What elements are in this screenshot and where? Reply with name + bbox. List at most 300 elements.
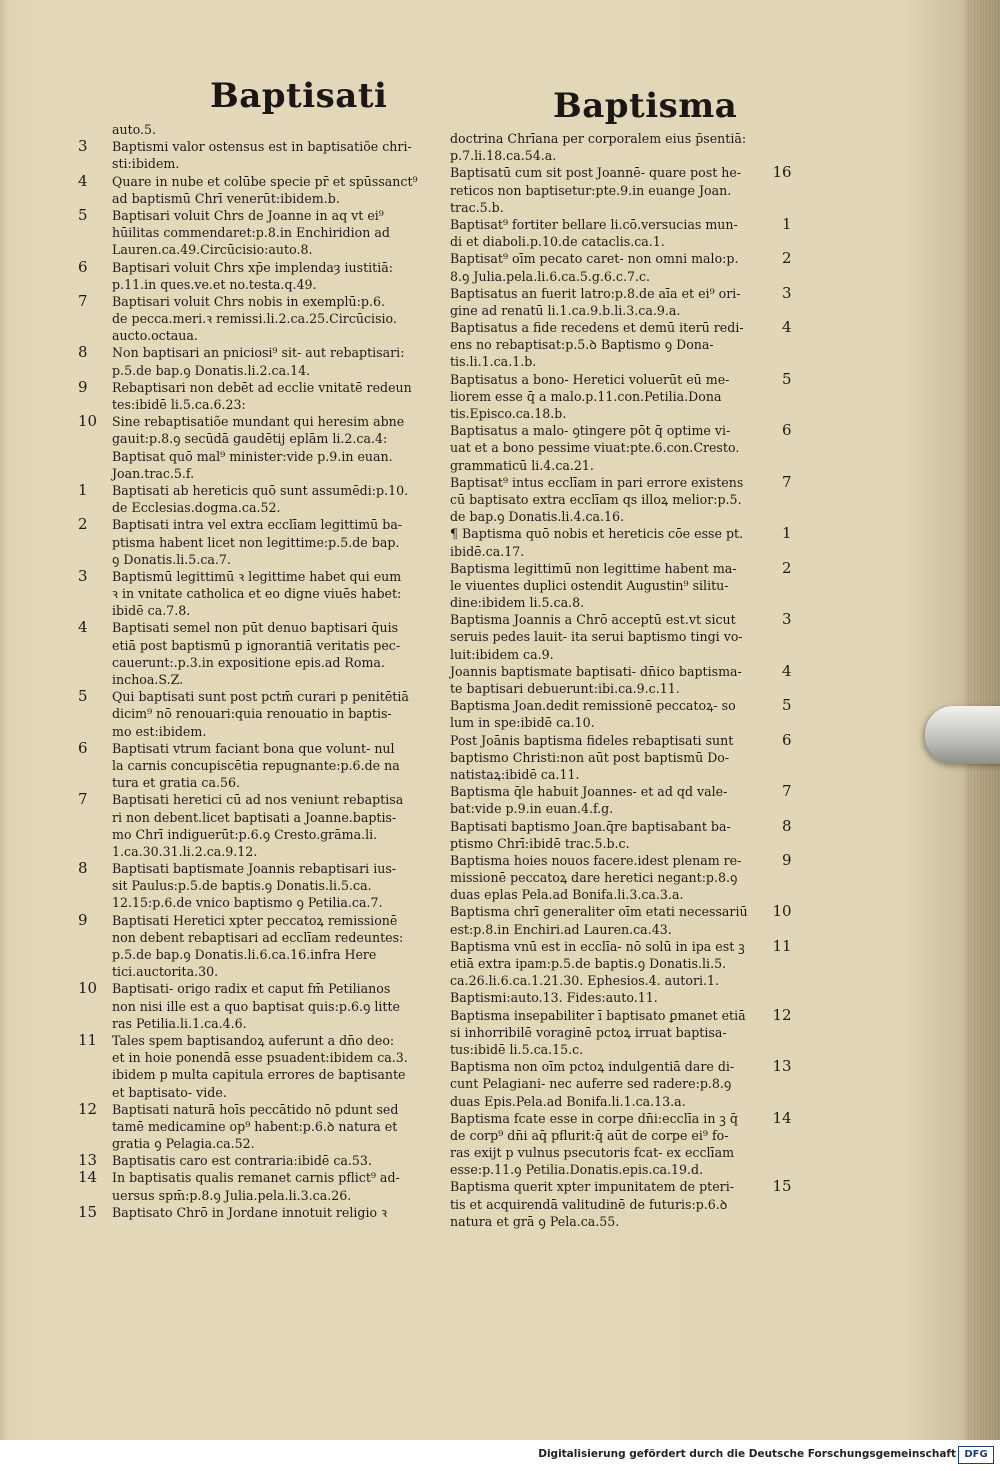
entry-text: Baptisat⁹ fortiter bellare li.cō.versucias mun- — [450, 216, 738, 232]
entry-number: 2 — [782, 249, 792, 268]
entry-text: tura et gratia ca.56. — [112, 775, 241, 791]
entry-text: ꝯ Donatis.li.5.ca.7. — [112, 551, 231, 567]
entry-text: ¶ Baptisma quō nobis et hereticis cōe esse pt. — [450, 526, 744, 542]
index-line — [450, 214, 792, 233]
dfg-logo: DFG — [958, 1446, 994, 1464]
entry-number: 11 — [78, 1030, 98, 1049]
entry-text: ptisma habent licet non legittime:p.5.de bap. — [112, 534, 400, 550]
index-line — [450, 524, 792, 543]
index-line — [450, 421, 792, 440]
index-line — [78, 687, 418, 706]
entry-text: duas Epis.Pela.ad Bonifa.li.1.ca.13.a. — [450, 1093, 686, 1109]
entry-text: Baptisati vtrum faciant bona que volunt- nul — [112, 740, 395, 756]
entry-text: aucto.octaua. — [112, 328, 198, 344]
entry-text: ca.26.li.6.ca.1.21.30. Ephesios.4. autori.1. — [450, 973, 720, 989]
entry-number: 8 — [78, 859, 88, 878]
entry-text: Baptisatus an fuerit latro:p.8.de aīa et ei⁹ ori- — [450, 285, 741, 301]
entry-text: ras Petilia.li.1.ca.4.6. — [112, 1015, 247, 1031]
index-line — [78, 480, 418, 499]
entry-text: Baptisma q̄le habuit Joannes- et ad qd vale- — [450, 784, 728, 800]
entry-text: la carnis concupiscētia repugnante:p.6.de na — [112, 757, 400, 773]
entry-text: ibidem p multa capitula errores de baptisante — [112, 1067, 406, 1083]
index-line — [112, 534, 418, 551]
entry-text: Baptisma querit xpter impunitatem de pteri- — [450, 1179, 734, 1195]
index-line — [112, 241, 418, 258]
index-line — [450, 1196, 748, 1213]
index-line — [78, 910, 418, 929]
entry-number: 6 — [78, 738, 88, 757]
entry-number: 3 — [78, 566, 88, 585]
index-line — [78, 618, 418, 637]
entry-number: 15 — [78, 1202, 98, 1221]
entry-number: 1 — [782, 214, 792, 233]
index-line — [112, 155, 418, 172]
entry-text: sti:ibidem. — [112, 156, 180, 172]
entry-number: 16 — [772, 163, 792, 182]
entry-text: Baptisat quō mal⁹ minister:vide p.9.in euan. — [112, 448, 393, 464]
index-line — [450, 989, 748, 1006]
entry-text: de corp⁹ dn̄i aq̄ pflurit:q̄ aūt de corpe ei⁹ fo- — [450, 1127, 729, 1143]
entry-number: 6 — [78, 257, 88, 276]
entry-text: reticos non baptisetur:pte.9.in euange Joan. — [450, 182, 732, 198]
entry-number: 14 — [78, 1168, 98, 1187]
index-line — [450, 835, 748, 852]
index-line — [112, 310, 418, 327]
index-line — [112, 1015, 418, 1032]
entry-text: duas eplas Pela.ad Bonifa.li.3.ca.3.a. — [450, 887, 684, 903]
index-line — [450, 182, 748, 199]
index-line — [450, 972, 748, 989]
entry-number: 10 — [772, 902, 792, 921]
entry-number: 4 — [78, 171, 88, 190]
entry-number: 2 — [782, 558, 792, 577]
entry-number: 4 — [782, 318, 792, 337]
entry-number: 6 — [782, 421, 792, 440]
index-line — [450, 405, 748, 422]
entry-text: ad baptismū Chrī venerūt:ibidem.b. — [112, 190, 340, 206]
entry-text: Baptisati- origo radix et caput fm̄ Petilianos — [112, 981, 391, 997]
entry-text: de Ecclesias.dogma.ca.52. — [112, 500, 281, 516]
entry-text: tis.Episco.ca.18.b. — [450, 406, 567, 421]
entry-number: 9 — [78, 910, 88, 929]
entry-text: luit:ibidem ca.9. — [450, 646, 554, 662]
entry-number: 15 — [772, 1177, 792, 1196]
index-line — [112, 362, 418, 379]
index-line — [78, 412, 418, 431]
entry-text: Qui baptisati sunt post pctm̄ curari p penitētiā — [112, 689, 409, 705]
entry-number: 3 — [782, 610, 792, 629]
index-line — [78, 257, 418, 276]
entry-text: tus:ibidē li.5.ca.15.c. — [450, 1041, 584, 1057]
index-line — [112, 929, 418, 946]
index-line — [450, 1177, 792, 1196]
entry-text: mo Chrī indiguerūt:p.6.ꝯ Cresto.grāma.li. — [112, 826, 378, 842]
index-line — [450, 268, 748, 285]
index-line — [112, 1187, 418, 1204]
index-line — [450, 439, 748, 456]
index-line — [450, 457, 748, 474]
entry-text: di et diaboli.p.10.de cataclis.ca.1. — [450, 234, 665, 250]
index-line — [78, 738, 418, 757]
index-line — [450, 730, 792, 749]
index-line — [112, 826, 418, 843]
index-line — [112, 963, 418, 980]
entry-number: 13 — [772, 1057, 792, 1076]
index-line — [112, 877, 418, 894]
entry-text: Baptisari voluit Chrs nobis in exemplū:p.6. — [112, 293, 385, 309]
entry-text: gine ad renatū li.1.ca.9.b.li.3.ca.9.a. — [450, 302, 681, 318]
entry-text: Baptisma vnū est in ecclīa- nō solū in ipa est ꝫ — [450, 938, 745, 954]
entry-text: Baptisat⁹ oīm pecato caret- non omni malo:p. — [450, 251, 739, 267]
index-line — [78, 566, 418, 585]
index-line — [78, 171, 418, 190]
index-line — [78, 1099, 418, 1118]
entry-text: le viuentes duplici ostendit Augustin⁹ silitu- — [450, 577, 729, 593]
entry-text: ras exijt p vulnus psecutoris fcat- ex ecclīam — [450, 1145, 735, 1161]
index-line — [112, 998, 418, 1015]
entry-text: Baptisatus a bono- Heretici voluerūt eū me- — [450, 371, 730, 387]
index-line — [450, 353, 748, 370]
index-line — [450, 1144, 748, 1161]
index-line — [112, 809, 418, 826]
entry-text: grammaticū li.4.ca.21. — [450, 457, 594, 473]
index-line — [112, 396, 418, 413]
entry-number: 7 — [782, 472, 792, 491]
index-line — [112, 705, 418, 722]
entry-text: cauerunt:.p.3.in expositione epis.ad Roma. — [112, 654, 385, 670]
entry-number: 5 — [782, 696, 792, 715]
index-line — [112, 1084, 418, 1101]
index-line — [450, 577, 748, 594]
entry-text: Baptisati heretici cū ad nos veniunt rebaptisa — [112, 792, 404, 808]
index-line — [450, 163, 792, 182]
entry-text: Baptisati naturā hoīs peccātido nō pdunt sed — [112, 1101, 399, 1117]
entry-text: tis et acquirendā valitudinē de futuris:p.6.ꝺ — [450, 1196, 728, 1212]
entry-text: Baptismi valor ostensus est in baptisatiõe chri- — [112, 139, 412, 155]
index-line — [112, 1135, 418, 1152]
index-line — [112, 946, 418, 963]
entry-text: esse:p.11.ꝯ Petilia.Donatis.epis.ca.19.d. — [450, 1162, 704, 1178]
entry-text: etiā post baptismū p ignorantiā veritatis pec- — [112, 637, 401, 653]
index-line — [112, 276, 418, 293]
index-line — [112, 774, 418, 791]
entry-number: 10 — [78, 412, 98, 431]
index-line — [78, 859, 418, 878]
entry-text: Baptisatis caro est contraria:ibidē ca.53. — [112, 1153, 372, 1169]
entry-number: 12 — [772, 1005, 792, 1024]
entry-text: tici.auctorita.30. — [112, 964, 219, 980]
entry-number: 10 — [78, 979, 98, 998]
left-column — [78, 121, 418, 1221]
entry-text: Baptisatus a fide recedens et demū iterū redi- — [450, 320, 744, 336]
entry-number: 8 — [782, 816, 792, 835]
index-line — [450, 199, 748, 216]
entry-text: Baptisma Joan.dedit remissionē peccatoꝝ- so — [450, 698, 736, 714]
entry-number: 13 — [78, 1151, 98, 1170]
index-line — [450, 1057, 792, 1076]
index-line — [450, 902, 792, 921]
entry-number: 3 — [78, 137, 88, 156]
index-line — [78, 1168, 418, 1187]
index-line — [78, 979, 418, 998]
entry-number: 7 — [78, 790, 88, 809]
index-line — [450, 472, 792, 491]
index-line — [450, 800, 748, 817]
index-line — [112, 1066, 418, 1083]
entry-text: inchoa.S.Z. — [112, 672, 184, 687]
index-line — [450, 1213, 748, 1230]
index-line — [112, 499, 418, 516]
entry-number: 14 — [772, 1108, 792, 1127]
index-line — [450, 869, 748, 886]
index-line — [78, 1202, 418, 1221]
entry-number: 8 — [78, 343, 88, 362]
index-line — [450, 558, 792, 577]
entry-text: Joan.trac.5.f. — [112, 465, 195, 481]
entry-text: Baptisati baptismate Joannis rebaptisari ius- — [112, 861, 397, 877]
index-line — [112, 723, 418, 740]
entry-text: si inhorribilē voraginē pctoꝝ irruat baptisa- — [450, 1024, 727, 1040]
entry-text: hūilitas commendaret:p.8.in Enchiridion ad — [112, 225, 390, 241]
entry-number: 9 — [78, 377, 88, 396]
running-head-left: Baptisati — [210, 76, 388, 116]
entry-text: Baptisati Heretici xpter peccatoꝝ remissionē — [112, 912, 398, 928]
entry-text: Baptisma Joannis a Chrō acceptū est.vt sicut — [450, 612, 736, 628]
index-line — [112, 1118, 418, 1135]
running-head-right: Baptisma — [553, 86, 738, 126]
entry-text: Baptisati baptismo Joan.q̄re baptisabant ba- — [450, 818, 731, 834]
index-line — [112, 585, 418, 602]
index-line — [450, 594, 748, 611]
index-line — [450, 1005, 792, 1024]
entry-text: Non baptisari an pniciosi⁹ sit- aut rebaptisari: — [112, 345, 405, 361]
entry-text: gratia ꝯ Pelagia.ca.52. — [112, 1136, 255, 1152]
index-line — [450, 249, 792, 268]
entry-text: tamē medicamine op⁹ habent:p.6.ꝺ natura et — [112, 1118, 398, 1134]
index-line — [112, 448, 418, 465]
index-line — [450, 1041, 748, 1058]
index-line — [450, 1093, 748, 1110]
entry-text: cū baptisato extra ecclīam qs illoꝝ melior:p.5. — [450, 491, 742, 507]
index-line — [112, 894, 418, 911]
entry-text: p.5.de bap.ꝯ Donatis.li.2.ca.14. — [112, 362, 311, 378]
entry-text: Baptisati intra vel extra ecclīam legittimū ba- — [112, 517, 403, 533]
entry-text: est:p.8.in Enchiri.ad Lauren.ca.43. — [450, 921, 672, 937]
index-line — [450, 302, 748, 319]
entry-text: Quare in nube et colūbe specie pr̄ et spūssanct⁹ — [112, 173, 418, 189]
entry-number: 5 — [782, 369, 792, 388]
entry-number: 1 — [78, 480, 88, 499]
entry-text: In baptisatis qualis remanet carnis pflict⁹ ad- — [112, 1170, 400, 1186]
entry-text: Tales spem baptisandoꝝ auferunt a dn̄o deo: — [112, 1032, 395, 1048]
index-line — [450, 283, 792, 302]
entry-text: tes:ibidē li.5.ca.6.23: — [112, 397, 246, 412]
right-column — [450, 130, 792, 1230]
entry-text: non debent rebaptisari ad ecclīam redeuntes: — [112, 929, 404, 945]
entry-text: auto.5. — [112, 122, 157, 137]
entry-text: Lauren.ca.49.Circūcisio:auto.8. — [112, 242, 313, 258]
entry-text: ꝛ in vnitate catholica et eo digne viuēs habet: — [112, 586, 402, 602]
entry-text: Baptisari voluit Chrs de Joanne in aq vt ei⁹ — [112, 207, 384, 223]
entry-text: Baptisatū cum sit post Joannē- quare post he- — [450, 165, 742, 181]
footer-credit: Digitalisierung gefördert durch die Deutsche Forschungsgemeinschaft — [538, 1448, 956, 1460]
entry-text: Post Joānis baptisma fideles rebaptisati sunt — [450, 732, 734, 748]
entry-text: Baptisari voluit Chrs xp̄e implendaȝ iustitiā: — [112, 259, 394, 275]
index-line — [78, 1151, 418, 1170]
entry-number: 1 — [782, 524, 792, 543]
entry-text: Baptisma chrī generaliter oīm etati necessariū — [450, 904, 748, 920]
index-line — [78, 343, 418, 362]
entry-text: ibidē ca.7.8. — [112, 603, 191, 619]
entry-text: Baptisma fcate esse in corpe dn̄i:ecclīa in ꝫ q̄ — [450, 1110, 738, 1126]
entry-number: 7 — [782, 782, 792, 801]
entry-text: trac.5.b. — [450, 199, 504, 215]
index-line — [112, 637, 418, 654]
entry-text: baptismo Christi:non aūt post baptismū Do- — [450, 749, 730, 765]
index-line — [450, 610, 792, 629]
entry-text: mo est:ibidem. — [112, 723, 207, 739]
entry-text: de pecca.meri.ꝛ remissi.li.2.ca.25.Circūcisio. — [112, 311, 397, 327]
entry-number: 6 — [782, 730, 792, 749]
index-line — [450, 491, 748, 508]
entry-text: Baptisma insepabiliter ī baptisato ꝑmanet etiā — [450, 1007, 746, 1023]
index-line — [450, 508, 748, 525]
page-clip — [925, 706, 1000, 764]
entry-text: Rebaptisari non debēt ad ecclie vnitatē redeun — [112, 379, 412, 395]
index-line — [450, 850, 792, 869]
entry-text: missionē peccatoꝝ dare heretici negant:p.8.ꝯ — [450, 870, 738, 886]
index-line — [450, 921, 748, 938]
entry-text: doctrina Chrīana per corporalem eius p̄sentiā: — [450, 131, 747, 146]
index-line — [112, 1049, 418, 1066]
index-line — [78, 515, 418, 534]
entry-text: et in hoie ponendā esse psuadent:ibidem ca.3. — [112, 1050, 408, 1066]
entry-text: p.7.li.18.ca.54.a. — [450, 148, 557, 164]
entry-number: 3 — [782, 283, 792, 302]
index-line — [450, 816, 792, 835]
index-line — [78, 205, 418, 224]
entry-text: p.11.in ques.ve.et no.testa.q.49. — [112, 276, 317, 292]
index-line — [112, 121, 418, 138]
entry-text: dine:ibidem li.5.ca.8. — [450, 595, 585, 611]
entry-text: natistaꝝ:ibidē ca.11. — [450, 766, 580, 782]
entry-text: bat:vide p.9.in euan.4.f.g. — [450, 801, 614, 817]
index-line — [450, 1108, 792, 1127]
index-line — [450, 766, 748, 783]
index-line — [450, 628, 748, 645]
index-line — [112, 224, 418, 241]
entry-text: ri non debent.licet baptisati a Joanne.baptis- — [112, 809, 397, 825]
entry-number: 12 — [78, 1099, 98, 1118]
entry-number: 4 — [78, 618, 88, 637]
index-line — [450, 1161, 748, 1178]
index-line — [112, 602, 418, 619]
index-line — [450, 782, 792, 801]
index-line — [450, 543, 748, 560]
index-line — [112, 327, 418, 344]
index-line — [450, 646, 748, 663]
index-line — [78, 137, 418, 156]
entry-text: ptismo Chrī:ibidē trac.5.b.c. — [450, 835, 630, 851]
entry-text: de bap.ꝯ Donatis.li.4.ca.16. — [450, 509, 625, 525]
index-line — [112, 843, 418, 860]
entry-text: Baptismū legittimū ꝛ legittime habet qui eum — [112, 568, 402, 584]
entry-text: sit Paulus:p.5.de baptis.ꝯ Donatis.li.5.ca. — [112, 878, 372, 894]
entry-text: dicim⁹ nō renouari:quia renouatio in baptis- — [112, 706, 392, 722]
index-line — [450, 336, 748, 353]
index-line — [450, 1075, 748, 1092]
entry-text: Joannis baptismate baptisati- dn̄ico baptisma- — [450, 663, 742, 679]
index-line — [450, 955, 748, 972]
entry-text: 1.ca.30.31.li.2.ca.9.12. — [112, 843, 258, 859]
index-line — [450, 369, 792, 388]
entry-number: 11 — [772, 936, 792, 955]
index-line — [78, 1030, 418, 1049]
entry-text: uat et a bono pessime viuat:pte.6.con.Cresto. — [450, 440, 740, 456]
entry-number: 5 — [78, 687, 88, 706]
index-line — [112, 430, 418, 447]
index-line — [450, 696, 792, 715]
entry-text: 12.15:p.6.de vnico baptismo ꝯ Petilia.ca.7. — [112, 895, 383, 911]
entry-number: 9 — [782, 850, 792, 869]
index-line — [450, 886, 748, 903]
entry-text: Baptisato Chrō in Jordane innotuit religio ꝛ — [112, 1204, 388, 1220]
entry-text: Baptisma legittimū non legittime habent ma- — [450, 560, 737, 576]
entry-text: te baptisari debuerunt:ibi.ca.9.c.11. — [450, 681, 680, 696]
index-line — [450, 936, 792, 955]
index-line — [78, 291, 418, 310]
index-line — [450, 318, 792, 337]
entry-text: seruis pedes lauit- ita serui baptismo tingi vo- — [450, 629, 743, 645]
entry-text: ibidē.ca.17. — [450, 543, 525, 559]
index-line — [112, 465, 418, 482]
entry-text: 8.ꝯ Julia.pela.li.6.ca.5.g.6.c.7.c. — [450, 268, 651, 284]
index-line — [450, 147, 748, 164]
entry-text: et baptisato- vide. — [112, 1084, 227, 1100]
index-line — [450, 388, 748, 405]
index-line — [78, 377, 418, 396]
index-line — [112, 757, 418, 774]
index-line — [450, 749, 748, 766]
index-line — [112, 551, 418, 568]
entry-text: ens no rebaptisat:p.5.ꝺ Baptismo ꝯ Dona- — [450, 337, 714, 353]
entry-text: Sine rebaptisatiõe mundant qui heresim abne — [112, 414, 405, 430]
entry-text: etiā extra ipam:p.5.de baptis.ꝯ Donatis.li.5. — [450, 956, 727, 971]
entry-text: Baptisat⁹ intus ecclīam in pari errore existens — [450, 474, 744, 490]
index-line — [450, 130, 748, 147]
index-line — [450, 661, 792, 680]
index-line — [450, 233, 748, 250]
entry-text: natura et grā ꝯ Pela.ca.55. — [450, 1213, 620, 1229]
entry-text: Baptisatus a malo- ꝯtingere pōt q̄ optime vi- — [450, 423, 731, 439]
entry-text: liorem esse q̄ a malo.p.11.con.Petilia.Dona — [450, 388, 722, 404]
entry-text: p.5.de bap.ꝯ Donatis.li.6.ca.16.infra Here — [112, 947, 377, 962]
index-line — [450, 680, 748, 697]
index-line — [112, 671, 418, 688]
entry-number: 4 — [782, 661, 792, 680]
entry-text: Baptismi:auto.13. Fides:auto.11. — [450, 990, 658, 1006]
entry-text: cunt Pelagiani- nec auferre sed radere:p.8.ꝯ — [450, 1076, 732, 1092]
index-line — [112, 190, 418, 207]
index-line — [450, 714, 748, 731]
entry-number: 2 — [78, 515, 88, 534]
index-line — [450, 1127, 748, 1144]
entry-text: non nisi ille est a quo baptisat quis:p.6.ꝯ litte — [112, 998, 400, 1014]
entry-text: Baptisma hoies nouos facere.idest plenam re- — [450, 852, 742, 868]
index-line — [450, 1024, 748, 1041]
entry-text: gauit:p.8.ꝯ secūdā gaudētij eplām li.2.ca.4: — [112, 431, 388, 447]
entry-text: uersus spm̄:p.8.ꝯ Julia.pela.li.3.ca.26. — [112, 1187, 352, 1203]
